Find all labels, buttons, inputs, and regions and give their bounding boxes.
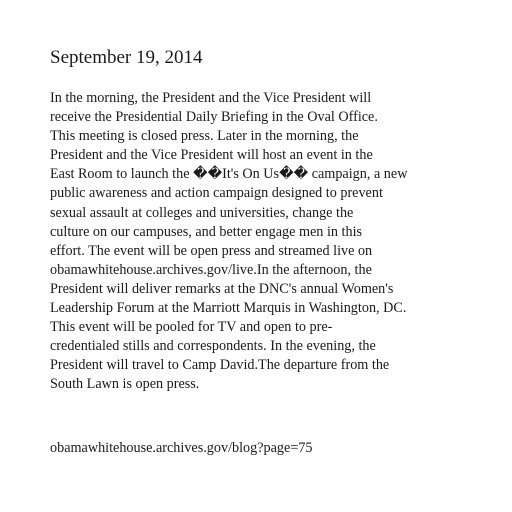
body-line: President and the Vice President will host an event in the (50, 147, 373, 164)
body-line: This event will be pooled for TV and open to pre- (50, 319, 333, 336)
body-line: credentialed stills and correspondents. In the evening, the (50, 338, 376, 355)
body-line: President will travel to Camp David.The departure from the (50, 357, 390, 374)
body-line: public awareness and action campaign designed to prevent (50, 185, 383, 202)
entry-date: September 19, 2014 (50, 47, 203, 68)
body-line: culture on our campuses, and better engage men in this (50, 223, 363, 240)
body-line: Leadership Forum at the Marriott Marquis in Washington, DC. (50, 300, 407, 317)
body-line: obamawhitehouse.archives.gov/live.In the afternoon, the (50, 261, 372, 278)
body-line: East Room to launch the ��It's On Us�� campaign, a new (50, 166, 408, 183)
body-line: receive the Presidential Daily Briefing in the Oval Office. (50, 109, 378, 126)
body-line: South Lawn is open press. (50, 376, 200, 393)
body-line: sexual assault at colleges and universities, change the (50, 204, 354, 221)
body-line: President will deliver remarks at the DNC's annual Women's (50, 280, 394, 297)
entry-body (50, 89, 490, 395)
body-line: In the morning, the President and the Vice President will (50, 90, 372, 106)
source-url: obamawhitehouse.archives.gov/blog?page=75 (50, 440, 313, 456)
body-line: effort. The event will be open press and streamed live on (50, 242, 373, 259)
body-line: This meeting is closed press. Later in the morning, the (50, 128, 359, 145)
